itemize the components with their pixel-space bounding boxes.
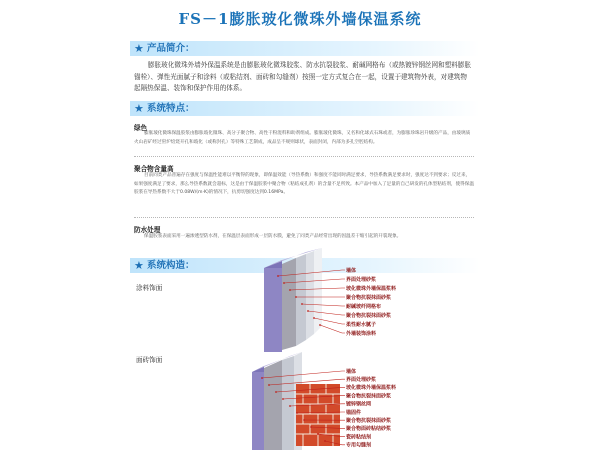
layer-leader-dot [277, 275, 279, 277]
page-title: FS－1膨胀玻化微珠外墙保温系统 [178, 10, 422, 28]
layer-label: 柔性耐水腻子 [346, 321, 377, 328]
layer-leader-dot [313, 317, 315, 319]
layer-label: 墙体 [346, 368, 357, 375]
layer-label: 墙体 [346, 267, 357, 274]
wall-layer [264, 268, 282, 352]
star-icon: ★ [134, 102, 144, 115]
finish-layer [314, 248, 322, 334]
caption-coating: 涂料饰面 [136, 284, 163, 292]
layer-leader-dot [289, 405, 291, 407]
layer-label: 界面处理砂浆 [346, 276, 377, 283]
layer-label: 聚合物面砖粘结砂浆 [346, 426, 392, 433]
insulation-layer [282, 356, 294, 450]
layer-leader-dot [303, 419, 305, 421]
star-icon: ★ [134, 42, 144, 55]
layer-label: 玻化微珠外墙保温浆料 [346, 285, 397, 292]
coating-wall-diagram [264, 248, 322, 352]
feature-text: 目前同类产品普遍存在强度与保温性能难以平衡得的现象，即保温效能（导热系数）和强度不能同时满足要求，导热系数满足要求时，强度达不到要求；反过来，如果强度满足了要求，那么导热系数就会超标，这是由于保温胶浆中聚合物（粘结成孔剂）的含量不足所致。本产品中加入了足量的自己研发的孔体型粘结剂，使得保温胶浆在导热系数不大于0.08W/(m·K)的情况下，抗剪切强度达到0.16MPa。 [134, 173, 474, 196]
layer-label: 镀锌钢丝网 [346, 401, 372, 408]
layer-label: 专用勾缝剂 [346, 442, 372, 449]
star-icon: ★ [134, 259, 144, 272]
layer-label: 外墙装饰涂料 [346, 330, 377, 337]
tile-wall-diagram [252, 352, 340, 450]
layer-leader-dot [282, 398, 284, 400]
section-label-features: 系统特点： [147, 103, 195, 114]
feature-heading: 聚合物含量高 [134, 165, 174, 173]
layer-label: 界面处理砂浆 [346, 377, 377, 383]
layer-leader-dot [283, 282, 285, 284]
caption-tile: 面砖饰面 [136, 356, 163, 364]
layer-leader-dot [296, 412, 298, 414]
layer-leader-dot [295, 296, 297, 298]
layer-label: 玻化微珠外墙保温浆料 [346, 385, 397, 392]
layer-leader-line [320, 325, 345, 333]
layer-leader-dot [301, 303, 303, 305]
layer-label: 聚合物抗裂抹面砂浆 [346, 418, 392, 424]
mortar-layer [264, 360, 282, 450]
layer-label: 锚固件 [346, 409, 362, 416]
section-label-structure: 系统构造： [147, 260, 195, 271]
layer-leader-dot [275, 391, 277, 393]
wall-layer [252, 372, 264, 450]
layer-leader-dot [268, 384, 270, 386]
layer-label: 聚合物抗裂抹面砂浆 [346, 393, 392, 400]
render-layer [306, 251, 314, 340]
layer-leader-dot [289, 289, 291, 291]
layer-leader-dot [261, 377, 263, 379]
section-label-intro: 产品简介： [147, 43, 195, 54]
mortar-layer [282, 258, 296, 350]
layer-leader-dot [310, 426, 312, 428]
layer-label: 聚合物抗裂抹面砂浆 [346, 312, 392, 319]
feature-heading: 绿色 [134, 124, 148, 132]
feature-text: 保温胶浆表面采用一遍渗透型防水剂，在保温层表面形成一层防水膜，避免了同类产品经常出现的因温差干缩引起的开裂现象。 [144, 234, 402, 239]
feature-text: 膨胀玻化微珠保温胶浆由膨胀玻化微珠、高分子聚合物、高性干粉混料和助剂组成。膨胀玻化微珠，又名和化球式石珠或者，为膨胀珍珠岩升级的产品，由玻璃质火山岩矿经过窑炉焙烧开孔和玻化（或称封孔）等特殊工艺制成，成品呈不规则球状，表面封闭，内部为多孔空腔结构。 [134, 131, 471, 145]
layer-leader-dot [307, 310, 309, 312]
layer-label: 瓷砖粘结剂 [346, 434, 372, 441]
layer-label: 耐碱玻纤网格布 [346, 303, 382, 310]
insulation-layer [296, 254, 306, 346]
layer-label: 聚合物抗裂抹面砂浆 [346, 294, 392, 301]
layer-leader-dot [317, 433, 319, 435]
layer-leader-dot [324, 440, 326, 442]
layer-leader-dot [319, 324, 321, 326]
intro-text: 膨胀玻化微珠外墙外保温系统是由膨胀玻化微珠胶浆、防水抗裂胶浆、耐碱网格布（或热镀锌钢丝网和塑料膨胀锚栓）、弹性光面腻子和涂料（或粘结剂、面砖和勾缝剂）按照一定方式复合在一起，设置于建筑物外表，对建筑物起隔热保温、装饰和保护作用的体系。 [134, 61, 472, 92]
feature-heading: 防水处理 [134, 226, 161, 234]
